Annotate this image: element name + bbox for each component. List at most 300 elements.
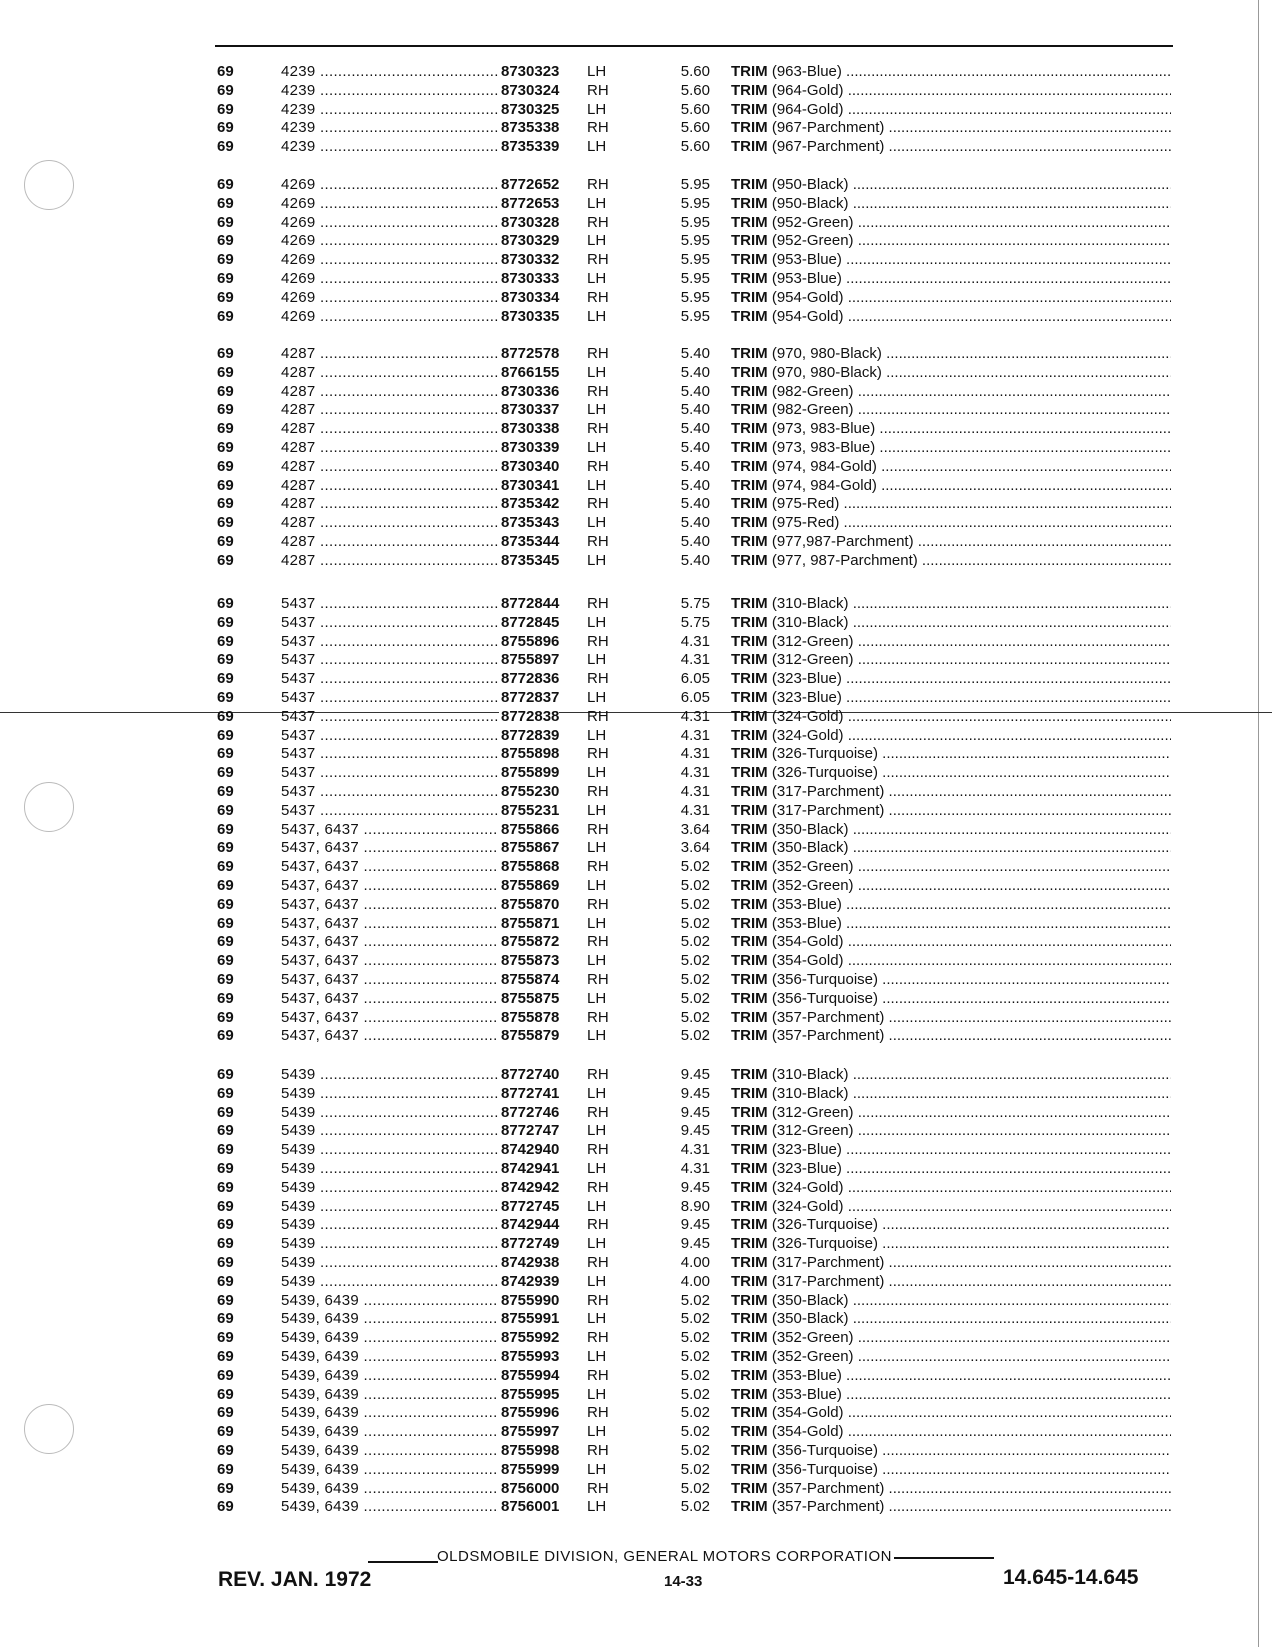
price: 3.64 xyxy=(680,820,710,838)
table-row xyxy=(0,1140,1272,1159)
part-number: 8735344 xyxy=(501,533,560,550)
description xyxy=(731,81,1171,100)
price: 9.45 xyxy=(680,1084,710,1102)
body-style: 5437, 6437 ..... xyxy=(281,1026,501,1045)
description xyxy=(731,1291,1171,1310)
description xyxy=(731,895,1171,914)
description xyxy=(731,594,1171,613)
year: 69 xyxy=(217,1291,234,1309)
body-style: 5439, 6439 ..... xyxy=(281,1385,501,1404)
body-style: 5439 ..... xyxy=(281,1159,501,1178)
description-keyword: TRIM xyxy=(731,745,768,763)
year: 69 xyxy=(217,1254,234,1271)
table-row xyxy=(0,688,1272,707)
price: 5.95 xyxy=(680,288,710,306)
price: 5.40 xyxy=(680,439,710,456)
year: 69 xyxy=(217,288,234,306)
description-trim-code: (317-Parchment) ..... xyxy=(772,1273,1171,1290)
body-style: 4287 ..... xyxy=(281,438,501,457)
table-row xyxy=(0,476,1272,495)
description-trim-code: (977,987-Parchment) ..... xyxy=(772,533,1171,550)
table-row xyxy=(0,175,1272,194)
part-number: 8772745 xyxy=(501,1197,560,1215)
table-row xyxy=(0,118,1272,137)
part-number: 8772652 xyxy=(501,176,560,193)
table-row xyxy=(0,1460,1272,1479)
part-number: 8772741 xyxy=(501,1084,560,1102)
year: 69 xyxy=(217,307,234,325)
description xyxy=(731,1479,1171,1498)
description-trim-code: (950-Black) ..... xyxy=(772,195,1171,212)
description-trim-code: (326-Turquoise) ..... xyxy=(772,745,1171,762)
year: 69 xyxy=(217,1310,234,1328)
year: 69 xyxy=(217,439,234,456)
body-style: 4239 ..... xyxy=(281,62,501,81)
price: 5.95 xyxy=(680,194,710,212)
price: 4.31 xyxy=(680,707,710,725)
part-number: 8755999 xyxy=(501,1460,560,1478)
year: 69 xyxy=(217,1235,234,1253)
side: RH xyxy=(587,495,609,513)
body-style: 5437 ..... xyxy=(281,782,501,801)
price: 5.75 xyxy=(680,595,710,612)
body-style: 4287 ..... xyxy=(281,494,501,513)
year: 69 xyxy=(217,1460,234,1478)
description-keyword: TRIM xyxy=(731,1008,768,1026)
body-style: 5437, 6437 ..... xyxy=(281,857,501,876)
part-number: 8742939 xyxy=(501,1272,560,1290)
year: 69 xyxy=(217,1216,234,1234)
body-style: 5439 ..... xyxy=(281,1065,501,1084)
description xyxy=(731,250,1171,269)
body-style: 4287 ..... xyxy=(281,513,501,532)
description-trim-code: (977, 987-Parchment) ..... xyxy=(772,552,1171,569)
body-style: 4287 ..... xyxy=(281,551,501,570)
year: 69 xyxy=(217,707,234,725)
description-trim-code: (324-Gold) ..... xyxy=(772,1179,1171,1196)
price: 5.60 xyxy=(680,119,710,137)
year: 69 xyxy=(217,138,234,156)
table-row xyxy=(0,1026,1272,1045)
description-keyword: TRIM xyxy=(731,533,768,550)
side: RH xyxy=(587,251,609,269)
side: RH xyxy=(587,895,609,913)
description-trim-code: (953-Blue) ..... xyxy=(772,251,1171,268)
description-keyword: TRIM xyxy=(731,895,768,913)
description-trim-code: (975-Red) ..... xyxy=(772,514,1171,531)
table-row xyxy=(0,951,1272,970)
price: 3.64 xyxy=(680,839,710,857)
description-keyword: TRIM xyxy=(731,63,768,80)
description-trim-code: (356-Turquoise) ..... xyxy=(772,1461,1171,1478)
description-keyword: TRIM xyxy=(731,1479,768,1497)
side: LH xyxy=(587,726,607,744)
description-trim-code: (356-Turquoise) ..... xyxy=(772,971,1171,988)
table-row xyxy=(0,1253,1272,1272)
year: 69 xyxy=(217,551,234,569)
table-row xyxy=(0,989,1272,1008)
description-keyword: TRIM xyxy=(731,1348,768,1365)
price: 5.02 xyxy=(680,1385,710,1403)
side: LH xyxy=(587,1122,607,1140)
year: 69 xyxy=(217,1329,234,1347)
description-keyword: TRIM xyxy=(731,270,768,287)
table-row xyxy=(0,876,1272,895)
description-trim-code: (356-Turquoise) ..... xyxy=(772,990,1171,1007)
description-keyword: TRIM xyxy=(731,613,768,631)
description-keyword: TRIM xyxy=(731,439,768,456)
table-row xyxy=(0,81,1272,100)
description-keyword: TRIM xyxy=(731,670,768,688)
body-style: 5437 ..... xyxy=(281,744,501,763)
description xyxy=(731,669,1171,688)
price: 5.40 xyxy=(680,533,710,550)
part-number: 8755873 xyxy=(501,952,560,970)
table-row xyxy=(0,382,1272,401)
description-trim-code: (974, 984-Gold) ..... xyxy=(772,458,1171,475)
part-number: 8735343 xyxy=(501,514,560,532)
description-keyword: TRIM xyxy=(731,989,768,1007)
year: 69 xyxy=(217,176,234,193)
year: 69 xyxy=(217,270,234,287)
year: 69 xyxy=(217,1442,234,1459)
description xyxy=(731,820,1171,839)
side: LH xyxy=(587,839,607,857)
description-trim-code: (353-Blue) ..... xyxy=(772,896,1171,913)
description-keyword: TRIM xyxy=(731,514,768,532)
description-keyword: TRIM xyxy=(731,1160,768,1177)
body-style: 5439 ..... xyxy=(281,1084,501,1103)
description-keyword: TRIM xyxy=(731,213,768,231)
year: 69 xyxy=(217,1178,234,1196)
part-number: 8755897 xyxy=(501,651,560,669)
part-number: 8755998 xyxy=(501,1442,560,1459)
price: 5.02 xyxy=(680,971,710,988)
table-row xyxy=(0,895,1272,914)
price: 4.31 xyxy=(680,745,710,763)
body-style: 5439, 6439 ..... xyxy=(281,1403,501,1422)
year: 69 xyxy=(217,514,234,532)
description-trim-code: (352-Green) ..... xyxy=(772,1329,1171,1346)
description xyxy=(731,801,1171,820)
side: RH xyxy=(587,745,609,763)
description-trim-code: (973, 983-Blue) ..... xyxy=(772,420,1171,437)
side: LH xyxy=(587,651,607,669)
side: RH xyxy=(587,533,609,550)
year: 69 xyxy=(217,895,234,913)
table-row xyxy=(0,1065,1272,1084)
description-trim-code: (317-Parchment) ..... xyxy=(772,1254,1171,1271)
description xyxy=(731,1497,1171,1516)
description-trim-code: (967-Parchment) ..... xyxy=(772,119,1171,136)
body-style: 5439 ..... xyxy=(281,1140,501,1159)
part-number: 8755875 xyxy=(501,989,560,1007)
description-trim-code: (982-Green) ..... xyxy=(772,401,1171,418)
price: 4.31 xyxy=(680,632,710,650)
description xyxy=(731,1159,1171,1178)
body-style: 4239 ..... xyxy=(281,81,501,100)
side: LH xyxy=(587,1310,607,1328)
year: 69 xyxy=(217,670,234,688)
table-row xyxy=(0,1197,1272,1216)
part-number: 8755896 xyxy=(501,632,560,650)
price: 4.31 xyxy=(680,1160,710,1177)
part-number: 8730329 xyxy=(501,232,560,250)
body-style: 5439 ..... xyxy=(281,1197,501,1216)
price: 9.45 xyxy=(680,1178,710,1196)
side: LH xyxy=(587,194,607,212)
table-row xyxy=(0,137,1272,156)
description-trim-code: (350-Black) ..... xyxy=(772,1292,1171,1309)
description-keyword: TRIM xyxy=(731,1103,768,1121)
year: 69 xyxy=(217,989,234,1007)
price: 5.02 xyxy=(680,1008,710,1026)
table-row xyxy=(0,1008,1272,1027)
description-trim-code: (974, 984-Gold) ..... xyxy=(772,477,1171,494)
part-number: 8730340 xyxy=(501,457,560,475)
part-number: 8730325 xyxy=(501,100,560,118)
description-trim-code: (952-Green) ..... xyxy=(772,232,1171,249)
body-style: 5439 ..... xyxy=(281,1121,501,1140)
description-keyword: TRIM xyxy=(731,1254,768,1271)
body-style: 5437, 6437 ..... xyxy=(281,914,501,933)
body-style: 5437 ..... xyxy=(281,801,501,820)
description-keyword: TRIM xyxy=(731,457,768,475)
part-number: 8755995 xyxy=(501,1385,560,1403)
table-row xyxy=(0,269,1272,288)
description-keyword: TRIM xyxy=(731,595,768,612)
table-row xyxy=(0,613,1272,632)
side: LH xyxy=(587,877,607,894)
footer-rule-left xyxy=(368,1561,438,1563)
description xyxy=(731,1460,1171,1479)
table-row xyxy=(0,707,1272,726)
price: 5.95 xyxy=(680,270,710,287)
description-keyword: TRIM xyxy=(731,100,768,118)
side: RH xyxy=(587,81,609,99)
table-row xyxy=(0,820,1272,839)
part-number: 8772653 xyxy=(501,194,560,212)
body-style: 5437, 6437 ..... xyxy=(281,895,501,914)
body-style: 5437 ..... xyxy=(281,688,501,707)
side: LH xyxy=(587,1235,607,1253)
year: 69 xyxy=(217,613,234,631)
price: 5.02 xyxy=(680,952,710,970)
description xyxy=(731,513,1171,532)
year: 69 xyxy=(217,382,234,400)
year: 69 xyxy=(217,914,234,932)
side: LH xyxy=(587,138,607,156)
description-trim-code: (353-Blue) ..... xyxy=(772,915,1171,932)
side: RH xyxy=(587,1442,609,1459)
part-number: 8772838 xyxy=(501,707,560,725)
reference-number: 14.645-14.645 xyxy=(1003,1566,1139,1589)
description xyxy=(731,1215,1171,1234)
price: 5.02 xyxy=(680,933,710,951)
side: LH xyxy=(587,1027,607,1045)
description xyxy=(731,1441,1171,1460)
description xyxy=(731,1234,1171,1253)
revision-date: REV. JAN. 1972 xyxy=(218,1568,372,1591)
description-trim-code: (952-Green) ..... xyxy=(772,214,1171,231)
description-keyword: TRIM xyxy=(731,783,768,800)
description xyxy=(731,494,1171,513)
description-keyword: TRIM xyxy=(731,1291,768,1309)
table-row xyxy=(0,231,1272,250)
body-style: 5439 ..... xyxy=(281,1272,501,1291)
side: LH xyxy=(587,989,607,1007)
price: 4.31 xyxy=(680,783,710,800)
side: LH xyxy=(587,514,607,532)
table-row xyxy=(0,1328,1272,1347)
body-style: 5439, 6439 ..... xyxy=(281,1309,501,1328)
description xyxy=(731,1403,1171,1422)
table-row xyxy=(0,970,1272,989)
description-keyword: TRIM xyxy=(731,1141,768,1159)
body-style: 5437 ..... xyxy=(281,707,501,726)
side: LH xyxy=(587,307,607,325)
year: 69 xyxy=(217,1272,234,1290)
description-keyword: TRIM xyxy=(731,420,768,438)
side: RH xyxy=(587,670,609,688)
description-keyword: TRIM xyxy=(731,495,768,513)
side: RH xyxy=(587,595,609,612)
price: 4.31 xyxy=(680,764,710,782)
body-style: 5437 ..... xyxy=(281,632,501,651)
part-number: 8730337 xyxy=(501,401,560,419)
body-style: 4287 ..... xyxy=(281,344,501,363)
description-trim-code: (324-Gold) ..... xyxy=(772,727,1171,744)
side: LH xyxy=(587,551,607,569)
body-style: 5437, 6437 ..... xyxy=(281,970,501,989)
price: 5.02 xyxy=(680,1366,710,1384)
price: 5.40 xyxy=(680,476,710,494)
part-number: 8755231 xyxy=(501,801,560,819)
description-keyword: TRIM xyxy=(731,1498,768,1516)
description-keyword: TRIM xyxy=(731,820,768,838)
description-keyword: TRIM xyxy=(731,1366,768,1384)
table-row xyxy=(0,1347,1272,1366)
description xyxy=(731,400,1171,419)
part-number: 8772844 xyxy=(501,595,560,612)
table-row xyxy=(0,782,1272,801)
year: 69 xyxy=(217,1404,234,1422)
part-number: 8730338 xyxy=(501,420,560,438)
year: 69 xyxy=(217,1385,234,1403)
part-number: 8735342 xyxy=(501,495,560,513)
price: 5.40 xyxy=(680,457,710,475)
description-trim-code: (317-Parchment) ..... xyxy=(772,802,1171,819)
description-trim-code: (350-Black) ..... xyxy=(772,1310,1171,1327)
table-row xyxy=(0,438,1272,457)
part-number: 8772578 xyxy=(501,345,560,362)
price: 5.02 xyxy=(680,914,710,932)
side: LH xyxy=(587,1272,607,1290)
description xyxy=(731,1026,1171,1045)
year: 69 xyxy=(217,1122,234,1140)
part-number: 8755870 xyxy=(501,895,560,913)
side: LH xyxy=(587,613,607,631)
price: 4.00 xyxy=(680,1272,710,1290)
description xyxy=(731,1103,1171,1122)
side: LH xyxy=(587,1348,607,1365)
side: RH xyxy=(587,1103,609,1121)
side: LH xyxy=(587,689,607,706)
description-keyword: TRIM xyxy=(731,551,768,569)
price: 9.45 xyxy=(680,1235,710,1253)
table-row xyxy=(0,650,1272,669)
description xyxy=(731,307,1171,326)
part-number: 8772746 xyxy=(501,1103,560,1121)
side: RH xyxy=(587,213,609,231)
side: RH xyxy=(587,1008,609,1026)
description-keyword: TRIM xyxy=(731,952,768,970)
table-row xyxy=(0,250,1272,269)
price: 9.45 xyxy=(680,1122,710,1140)
part-number: 8730328 xyxy=(501,213,560,231)
price: 5.60 xyxy=(680,81,710,99)
body-style: 5437, 6437 ..... xyxy=(281,838,501,857)
side: RH xyxy=(587,1329,609,1347)
body-style: 4287 ..... xyxy=(281,476,501,495)
side: LH xyxy=(587,1197,607,1215)
description-keyword: TRIM xyxy=(731,1442,768,1459)
part-number: 8730334 xyxy=(501,288,560,306)
description xyxy=(731,382,1171,401)
part-number: 8742944 xyxy=(501,1216,560,1234)
year: 69 xyxy=(217,933,234,951)
side: LH xyxy=(587,764,607,782)
side: RH xyxy=(587,783,609,800)
description-keyword: TRIM xyxy=(731,81,768,99)
year: 69 xyxy=(217,1084,234,1102)
description-keyword: TRIM xyxy=(731,1122,768,1140)
side: LH xyxy=(587,401,607,419)
description-trim-code: (323-Blue) ..... xyxy=(772,1141,1171,1158)
description-trim-code: (326-Turquoise) ..... xyxy=(772,764,1171,781)
description-keyword: TRIM xyxy=(731,764,768,782)
description xyxy=(731,613,1171,632)
table-row xyxy=(0,551,1272,570)
description xyxy=(731,344,1171,363)
body-style: 5439, 6439 ..... xyxy=(281,1497,501,1516)
price: 4.31 xyxy=(680,651,710,669)
description-keyword: TRIM xyxy=(731,858,768,876)
description xyxy=(731,476,1171,495)
part-number: 8756000 xyxy=(501,1479,560,1497)
table-row xyxy=(0,744,1272,763)
description-trim-code: (357-Parchment) ..... xyxy=(772,1498,1171,1515)
description xyxy=(731,1140,1171,1159)
year: 69 xyxy=(217,495,234,513)
footer-division: OLDSMOBILE DIVISION, GENERAL MOTORS CORPORATION xyxy=(437,1548,994,1565)
table-row xyxy=(0,1479,1272,1498)
description-keyword: TRIM xyxy=(731,1404,768,1422)
part-number: 8730341 xyxy=(501,476,560,494)
side: LH xyxy=(587,63,607,80)
description xyxy=(731,688,1171,707)
description xyxy=(731,1065,1171,1084)
description xyxy=(731,288,1171,307)
table-row xyxy=(0,1497,1272,1516)
description-trim-code: (312-Green) ..... xyxy=(772,633,1171,650)
price: 5.02 xyxy=(680,1423,710,1441)
description xyxy=(731,632,1171,651)
body-style: 5437 ..... xyxy=(281,594,501,613)
body-style: 4269 ..... xyxy=(281,288,501,307)
part-number: 8772839 xyxy=(501,726,560,744)
body-style: 4287 ..... xyxy=(281,532,501,551)
